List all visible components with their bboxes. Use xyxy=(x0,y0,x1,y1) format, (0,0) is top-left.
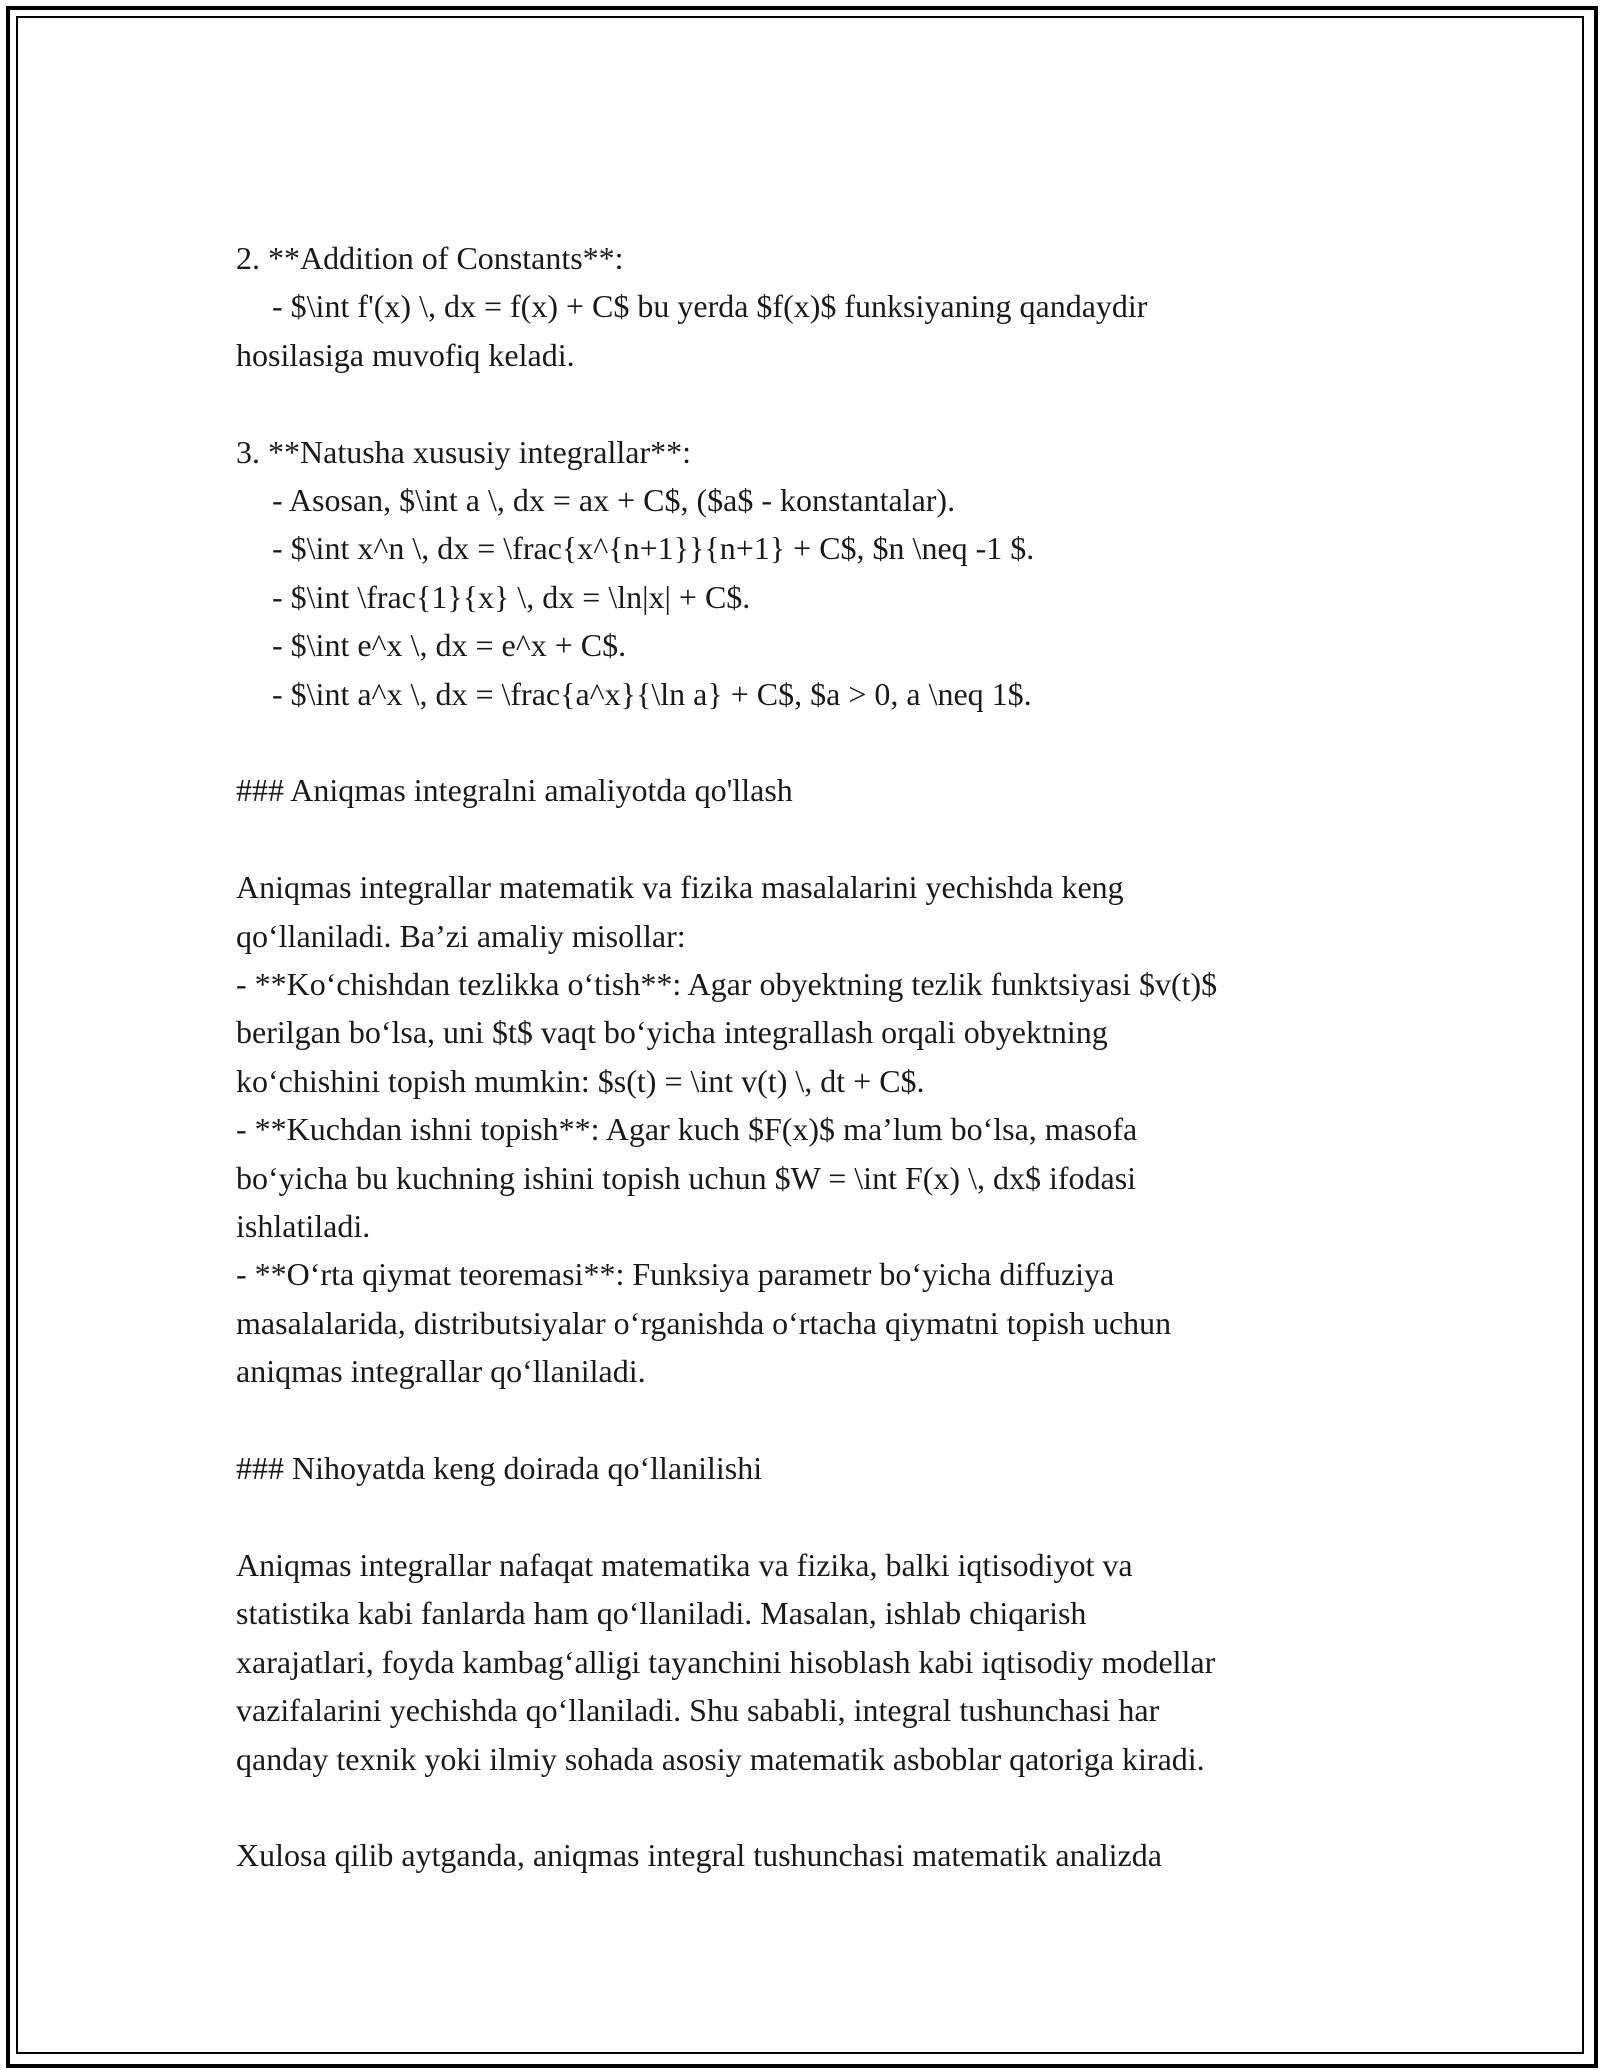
section-3-item: - $\int \frac{1}{x} \, dx = \ln|x| + C$. xyxy=(272,578,751,615)
practice-paragraph-line: masalalarida, distributsiyalar o‘rganishda o‘rtacha qiymatni topish uchun xyxy=(236,1304,1172,1341)
practice-paragraph-line: - **Kuchdan ishni topish**: Agar kuch $F(x)$ ma’lum bo‘lsa, masofa xyxy=(236,1111,1138,1148)
conclusion-line: Xulosa qilib aytganda, aniqmas integral tushunchasi matematik analizda xyxy=(236,1837,1162,1874)
blank-line xyxy=(236,1493,1386,1541)
blank-line xyxy=(236,815,1386,863)
wide-use-paragraph-line: vazifalarini yechishda qo‘llaniladi. Shu sababli, integral tushunchasi har xyxy=(236,1692,1160,1729)
practice-paragraph-line: berilgan bo‘lsa, uni $t$ vaqt bo‘yicha integrallash orqali obyektning xyxy=(236,1014,1108,1051)
practice-paragraph-line: aniqmas integrallar qo‘llaniladi. xyxy=(236,1353,646,1390)
wide-use-paragraph-line: Aniqmas integrallar nafaqat matematika va fizika, balki iqtisodiyot va xyxy=(236,1546,1133,1583)
practice-paragraph-line: - **Ko‘chishdan tezlikka o‘tish**: Agar obyektning tezlik funktsiyasi $v(t)$ xyxy=(236,966,1218,1003)
wide-use-paragraph-line: xarajatlari, foyda kambag‘alligi tayanchini hisoblash kabi iqtisodiy modellar xyxy=(236,1643,1216,1680)
document-body xyxy=(236,234,1386,1880)
wide-use-heading: ### Nihoyatda keng doirada qo‘llanilishi xyxy=(236,1450,763,1487)
blank-line xyxy=(236,379,1386,427)
section-3-item: - $\int x^n \, dx = \frac{x^{n+1}}{n+1} + C$, $n \neq -1 $. xyxy=(272,530,1035,567)
section-2-item-continuation: hosilasiga muvofiq keladi. xyxy=(236,336,575,373)
practice-paragraph-line: ko‘chishini topish mumkin: $s(t) = \int v(t) \, dt + C$. xyxy=(236,1062,925,1099)
practice-paragraph-line: ishlatiladi. xyxy=(236,1208,371,1245)
practice-paragraph-line: - **O‘rta qiymat teoremasi**: Funksiya parametr bo‘yicha diffuziya xyxy=(236,1256,1115,1293)
practice-heading: ### Aniqmas integralni amaliyotda qo'llash xyxy=(236,772,793,809)
wide-use-paragraph-line: statistika kabi fanlarda ham qo‘llaniladi. Masalan, ishlab chiqarish xyxy=(236,1595,1087,1632)
practice-paragraph-line: Aniqmas integrallar matematik va fizika masalalarini yechishda keng xyxy=(236,869,1124,906)
section-2-heading: 2. **Addition of Constants**: xyxy=(236,240,624,276)
section-3-item: - Asosan, $\int a \, dx = ax + C$, ($a$ - konstantalar). xyxy=(272,482,956,519)
blank-line xyxy=(236,1783,1386,1831)
section-3-item: - $\int e^x \, dx = e^x + C$. xyxy=(272,627,627,664)
section-3-item: - $\int a^x \, dx = \frac{a^x}{\ln a} + C$, $a > 0, a \neq 1$. xyxy=(272,675,1032,712)
practice-paragraph-line: qo‘llaniladi. Ba’zi amaliy misollar: xyxy=(236,917,686,954)
section-2-item: - $\int f'(x) \, dx = f(x) + C$ bu yerda $f(x)$ funksiyaning qandaydir xyxy=(272,288,1148,325)
blank-line xyxy=(236,1396,1386,1444)
wide-use-paragraph-line: qanday texnik yoki ilmiy sohada asosiy matematik asboblar qatoriga kiradi. xyxy=(236,1740,1205,1777)
section-3-heading: 3. **Natusha xususiy integrallar**: xyxy=(236,433,692,470)
practice-paragraph-line: bo‘yicha bu kuchning ishini topish uchun $W = \int F(x) \, dx$ ifodasi xyxy=(236,1159,1137,1196)
blank-line xyxy=(236,718,1386,766)
